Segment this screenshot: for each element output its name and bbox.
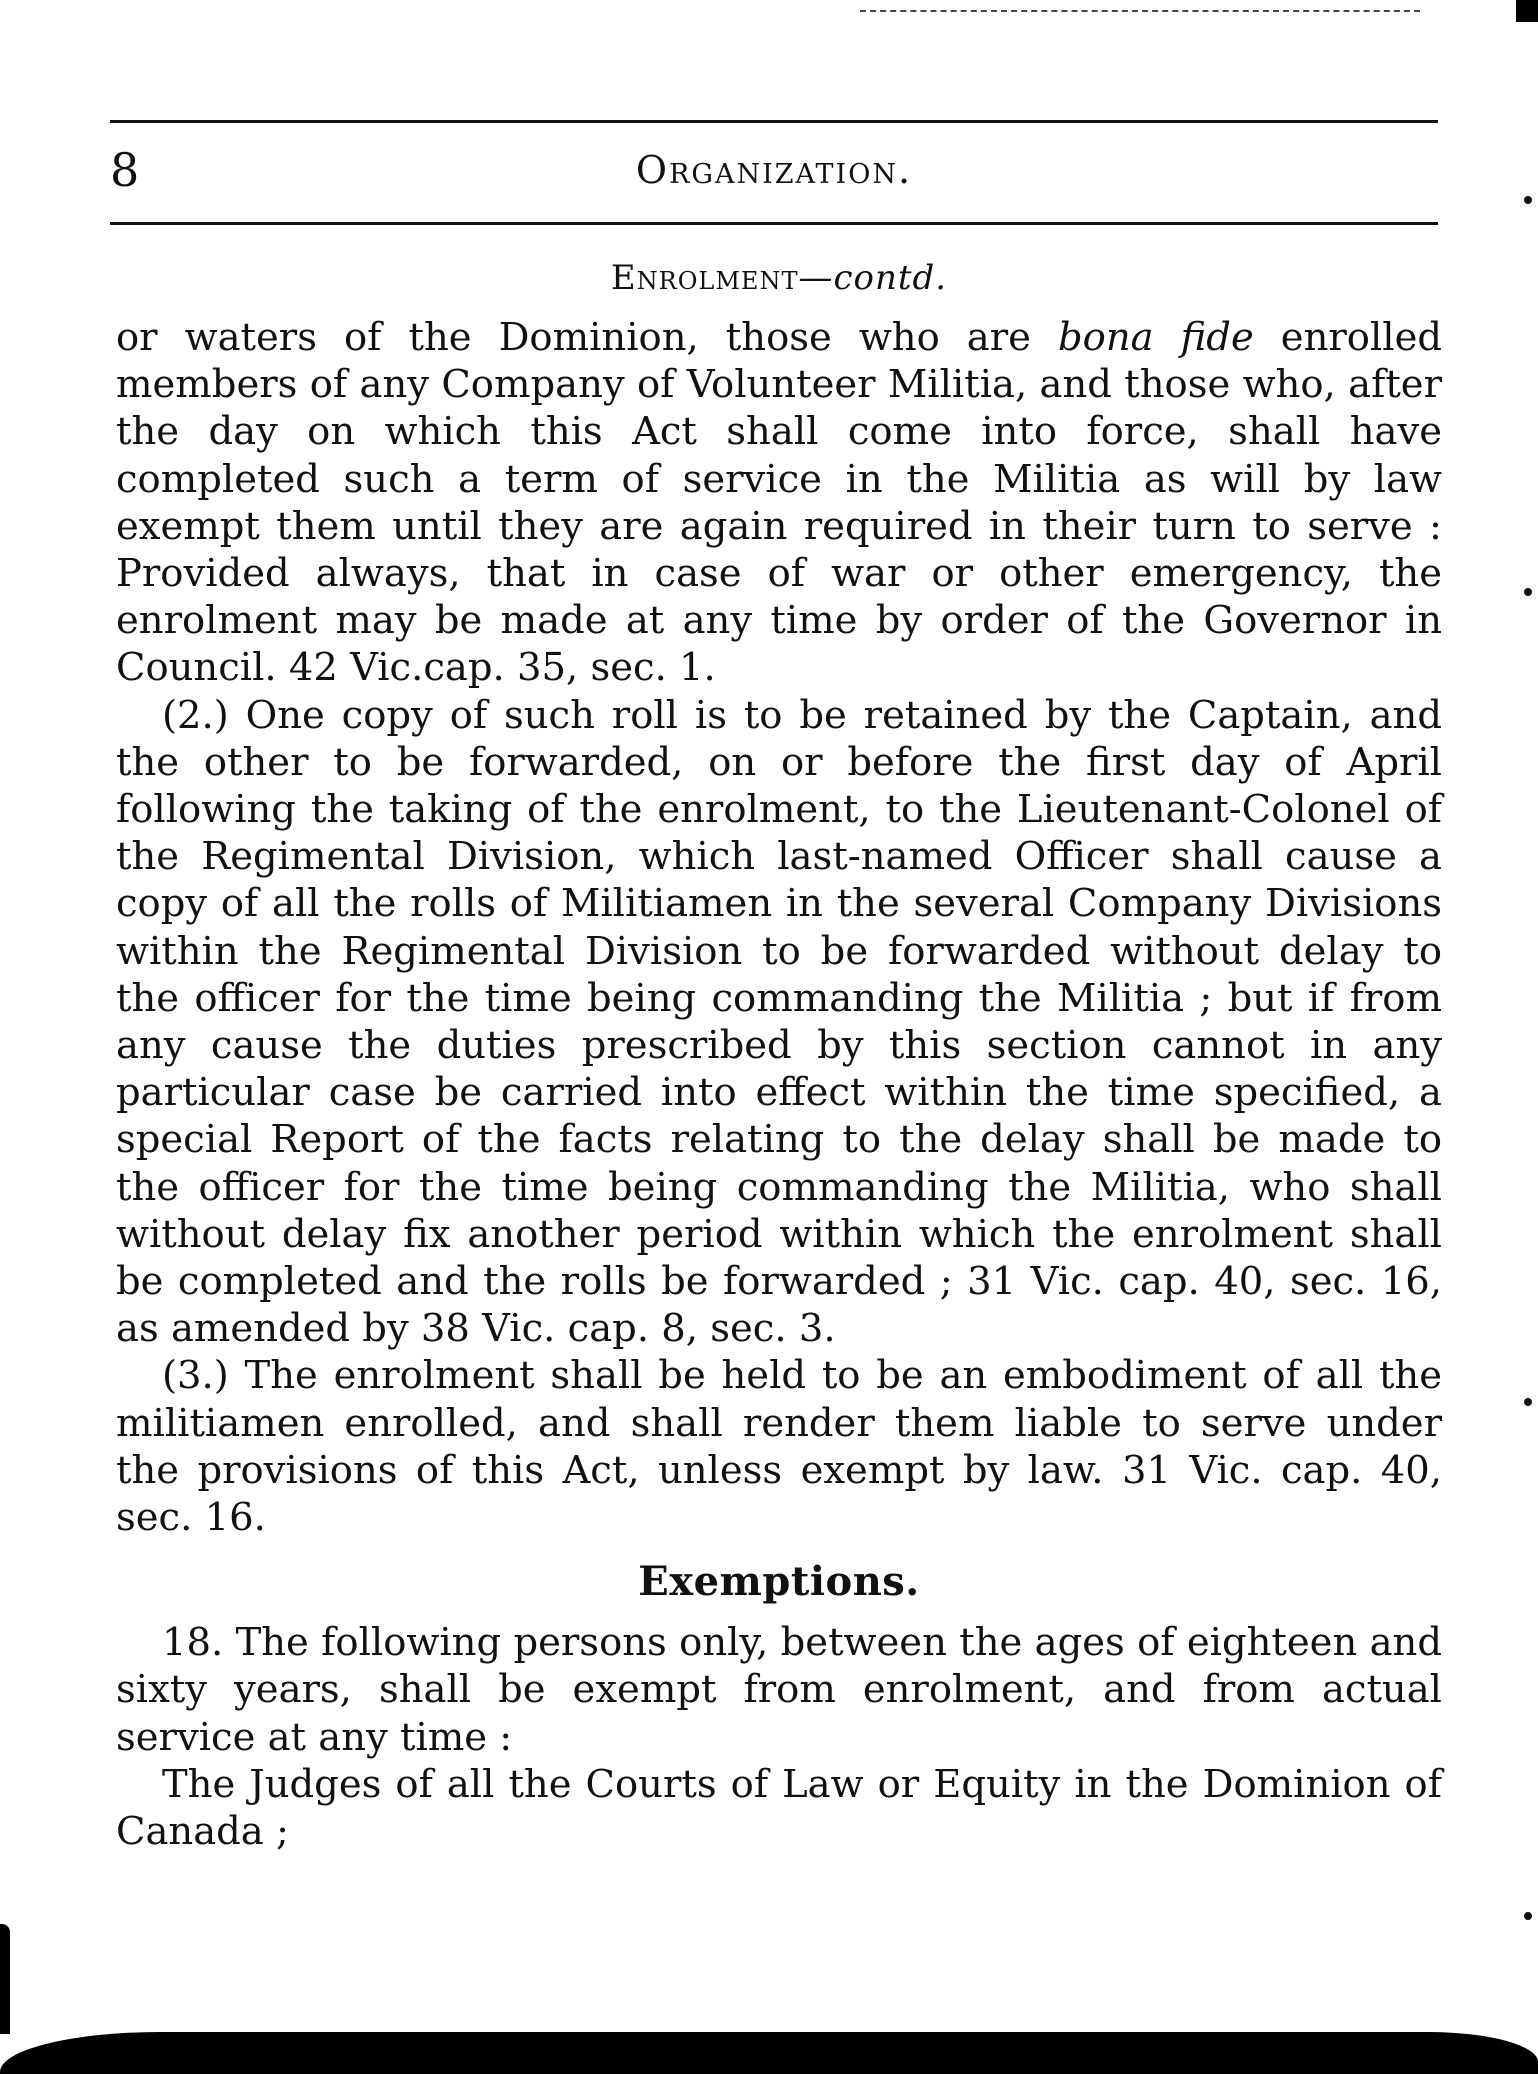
paragraph-subsection-3: (3.) The enrolment shall be held to be an embodiment of all the militiamen enrolled, and shall render them liable to serve under the provisions of this Act, unless exempt by law. 31 Vic. cap. 40, sec. 16. — [116, 1353, 1442, 1541]
scan-bottom-edge — [0, 2032, 1538, 2074]
section-subhead — [116, 248, 1442, 308]
exemptions-heading: Exemptions. — [638, 1558, 920, 1606]
scan-speck — [1524, 1912, 1532, 1920]
latin-phrase: bona fide — [1058, 315, 1254, 360]
subhead-suffix: —contd. — [798, 258, 948, 298]
paragraph-continued-start: or waters of the Dominion, those who are — [116, 315, 1058, 360]
subhead-title: Enrolment — [610, 258, 799, 298]
running-title: Organization. — [635, 148, 913, 192]
header-bottom-rule — [110, 222, 1438, 225]
scan-top-edge — [860, 10, 1420, 12]
page-header — [110, 140, 1438, 200]
paragraph-continued — [116, 314, 1442, 692]
scan-corner-mark — [1516, 0, 1538, 22]
scan-speck — [1524, 588, 1532, 596]
scan-speck — [1524, 196, 1532, 204]
scan-left-edge — [0, 1924, 10, 2034]
paragraph-continued-end: enrolled members of any Company of Volunteer Militia, and those who, after the day on which this Act shall come into force, shall have completed such a term of service in the Militia as will by law exempt them until they are again required in their turn to serve : Provided always, that in case of war or other emergency, the enrolment may be made at any time by order of the Governor in Council. 42 Vic.cap. 35, sec. 1. — [116, 315, 1442, 691]
paragraph-section-18: 18. The following persons only, between the ages of eighteen and sixty years, shall be exempt from enrolment, and from actual service at any time : — [116, 1620, 1442, 1760]
page-number: 8 — [110, 143, 140, 197]
page-body — [116, 248, 1442, 1855]
scan-speck — [1524, 1398, 1532, 1406]
paragraph-subsection-2: (2.) One copy of such roll is to be retained by the Captain, and the other to be forwarded, on or before the first day of April following the taking of the enrolment, to the Lieutenant-Colonel of the Regimental Division, which last-named Officer shall cause a copy of all the rolls of Militiamen in the several Company Divisions within the Regimental Division to be forwarded without delay to the officer for the time being commanding the Militia ; but if from any cause the duties prescribed by this section cannot in any particular case be carried into effect within the time specified, a special Report of the facts relating to the delay shall be made to the officer for the time being commanding the Militia, who shall without delay fix another period within which the enrolment shall be completed and the rolls be forwarded ; 31 Vic. cap. 40, sec. 16, as amended by 38 Vic. cap. 8, sec. 3. — [116, 692, 1442, 1352]
paragraph-judges: The Judges of all the Courts of Law or Equity in the Dominion of Canada ; — [116, 1761, 1442, 1855]
header-top-rule — [110, 120, 1438, 123]
